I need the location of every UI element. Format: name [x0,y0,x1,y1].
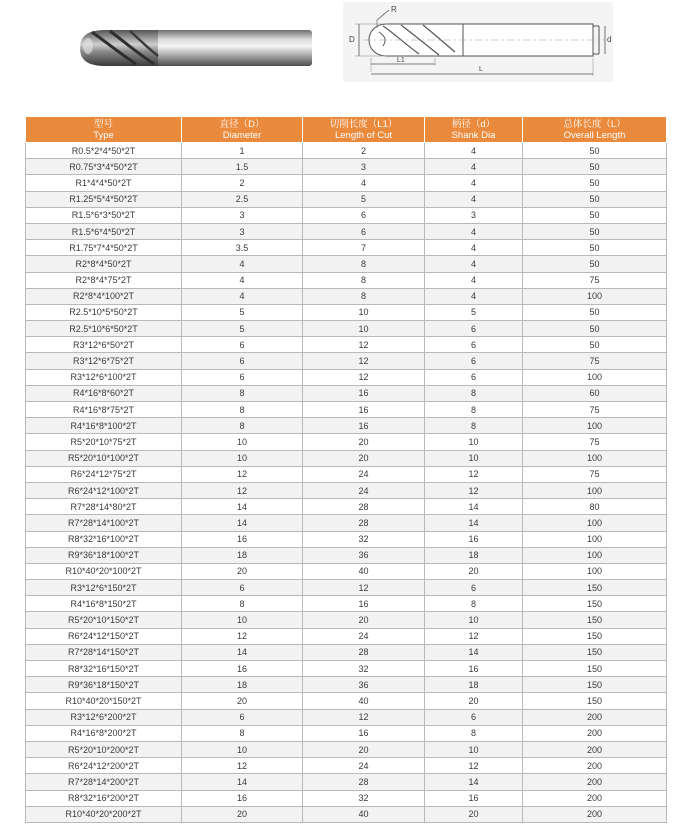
cell-overall-length: 75 [523,353,667,369]
cell-type: R6*24*12*150*2T [26,628,182,644]
cell-shank-dia: 4 [425,256,523,272]
table-row [26,240,667,256]
cell-overall-length: 150 [523,612,667,628]
cell-diameter: 6 [182,709,303,725]
cell-shank-dia: 12 [425,628,523,644]
table-row [26,256,667,272]
cell-length-of-cut: 28 [303,774,425,790]
table-row [26,515,667,531]
cell-type: R1.5*6*4*50*2T [26,223,182,239]
cell-overall-length: 50 [523,256,667,272]
cell-length-of-cut: 36 [303,677,425,693]
cell-overall-length: 50 [523,304,667,320]
cell-type: R5*20*10*75*2T [26,434,182,450]
cell-shank-dia: 20 [425,806,523,822]
cell-overall-length: 100 [523,531,667,547]
cell-shank-dia: 8 [425,418,523,434]
cell-overall-length: 75 [523,466,667,482]
cell-type: R8*32*16*150*2T [26,661,182,677]
cell-diameter: 12 [182,628,303,644]
header-shank-dia [425,117,523,143]
cell-shank-dia: 4 [425,143,523,159]
cell-shank-dia: 14 [425,515,523,531]
cell-type: R1*4*4*50*2T [26,175,182,191]
table-row [26,159,667,175]
cell-shank-dia: 20 [425,693,523,709]
cell-overall-length: 50 [523,143,667,159]
cell-type: R5*20*10*200*2T [26,741,182,757]
cell-type: R4*16*8*75*2T [26,402,182,418]
cell-diameter: 1 [182,143,303,159]
cell-diameter: 3.5 [182,240,303,256]
diameter-label: D [349,35,355,44]
cell-length-of-cut: 24 [303,628,425,644]
cell-diameter: 12 [182,466,303,482]
cell-shank-dia: 6 [425,337,523,353]
table-row [26,612,667,628]
cell-length-of-cut: 40 [303,693,425,709]
cell-type: R4*16*8*60*2T [26,385,182,401]
cell-overall-length: 100 [523,450,667,466]
header-diameter [182,117,303,143]
cell-diameter: 16 [182,661,303,677]
header-cn: 总体长度（L） [563,118,626,130]
cell-shank-dia: 18 [425,677,523,693]
cell-type: R6*24*12*200*2T [26,758,182,774]
cell-type: R2.5*10*5*50*2T [26,304,182,320]
cell-type: R1.5*6*3*50*2T [26,207,182,223]
header-length-of-cut [303,117,425,143]
cell-diameter: 14 [182,774,303,790]
cell-length-of-cut: 24 [303,758,425,774]
cell-shank-dia: 3 [425,207,523,223]
table-row [26,207,667,223]
cell-shank-dia: 6 [425,580,523,596]
table-row [26,385,667,401]
table-row [26,693,667,709]
table-row [26,644,667,660]
cell-diameter: 10 [182,612,303,628]
cell-overall-length: 200 [523,758,667,774]
specification-table [25,116,667,823]
cell-overall-length: 150 [523,644,667,660]
table-body [26,143,667,823]
cell-diameter: 4 [182,272,303,288]
cell-overall-length: 50 [523,337,667,353]
cell-overall-length: 100 [523,547,667,563]
cell-diameter: 16 [182,531,303,547]
cell-shank-dia: 6 [425,709,523,725]
cell-shank-dia: 6 [425,353,523,369]
cell-shank-dia: 4 [425,191,523,207]
cell-length-of-cut: 10 [303,321,425,337]
cell-type: R2*8*4*50*2T [26,256,182,272]
cell-length-of-cut: 12 [303,337,425,353]
cell-length-of-cut: 16 [303,385,425,401]
cell-type: R10*40*20*150*2T [26,693,182,709]
table-row [26,499,667,515]
cell-diameter: 8 [182,596,303,612]
table-header-row [26,117,667,143]
cell-type: R7*28*14*150*2T [26,644,182,660]
table-row [26,434,667,450]
cell-overall-length: 50 [523,321,667,337]
cell-length-of-cut: 5 [303,191,425,207]
cell-shank-dia: 8 [425,596,523,612]
table-row [26,580,667,596]
cell-type: R2*8*4*75*2T [26,272,182,288]
cell-overall-length: 50 [523,223,667,239]
cell-overall-length: 100 [523,418,667,434]
cell-length-of-cut: 20 [303,741,425,757]
cell-overall-length: 75 [523,272,667,288]
cell-shank-dia: 8 [425,402,523,418]
cell-length-of-cut: 16 [303,402,425,418]
cell-diameter: 4 [182,288,303,304]
cell-diameter: 14 [182,499,303,515]
cell-diameter: 5 [182,304,303,320]
cell-type: R3*12*6*150*2T [26,580,182,596]
cell-overall-length: 200 [523,790,667,806]
cell-type: R8*32*16*200*2T [26,790,182,806]
header-en: Diameter [222,129,262,141]
table-row [26,272,667,288]
cell-length-of-cut: 28 [303,515,425,531]
cell-type: R9*36*18*100*2T [26,547,182,563]
cell-type: R7*28*14*80*2T [26,499,182,515]
shank-dia-label: d [607,35,612,44]
radius-label: R [391,5,397,14]
cell-overall-length: 50 [523,191,667,207]
cell-shank-dia: 4 [425,240,523,256]
header-en: Type [93,129,114,141]
cell-type: R4*16*8*200*2T [26,725,182,741]
table-row [26,191,667,207]
cell-diameter: 6 [182,369,303,385]
cell-length-of-cut: 36 [303,547,425,563]
cell-length-of-cut: 28 [303,644,425,660]
cell-length-of-cut: 12 [303,709,425,725]
header-cn: 直径（D） [219,118,265,130]
table-row [26,175,667,191]
table-row [26,223,667,239]
cell-shank-dia: 5 [425,304,523,320]
cell-shank-dia: 6 [425,369,523,385]
cell-type: R0.75*3*4*50*2T [26,159,182,175]
cell-overall-length: 150 [523,693,667,709]
cell-length-of-cut: 24 [303,466,425,482]
cell-length-of-cut: 32 [303,661,425,677]
header-cn: 柄径（d） [451,118,496,130]
cell-type: R6*24*12*75*2T [26,466,182,482]
cell-shank-dia: 4 [425,159,523,175]
cell-type: R3*12*6*75*2T [26,353,182,369]
cell-overall-length: 50 [523,207,667,223]
cell-type: R0.5*2*4*50*2T [26,143,182,159]
cell-length-of-cut: 24 [303,482,425,498]
cell-length-of-cut: 40 [303,563,425,579]
cell-shank-dia: 16 [425,531,523,547]
cell-length-of-cut: 20 [303,450,425,466]
cell-type: R9*36*18*150*2T [26,677,182,693]
table-row [26,661,667,677]
cell-length-of-cut: 28 [303,499,425,515]
cell-overall-length: 200 [523,774,667,790]
cell-diameter: 14 [182,515,303,531]
end-mill-dimension-drawing [343,2,613,82]
cell-overall-length: 150 [523,596,667,612]
table-row [26,725,667,741]
cell-shank-dia: 8 [425,385,523,401]
cell-overall-length: 50 [523,159,667,175]
cut-length-label: L1 [397,57,405,64]
cell-length-of-cut: 10 [303,304,425,320]
cell-length-of-cut: 32 [303,790,425,806]
overall-length-label: L [479,66,483,73]
cell-shank-dia: 18 [425,547,523,563]
cell-length-of-cut: 20 [303,434,425,450]
cell-shank-dia: 12 [425,758,523,774]
table-row [26,288,667,304]
cell-length-of-cut: 4 [303,175,425,191]
table-row [26,709,667,725]
cell-type: R7*28*14*100*2T [26,515,182,531]
cell-type: R4*16*8*100*2T [26,418,182,434]
cell-diameter: 4 [182,256,303,272]
table-row [26,450,667,466]
header-en: Overall Length [563,129,626,141]
end-mill-photo [66,22,314,74]
cell-overall-length: 200 [523,806,667,822]
cell-type: R10*40*20*200*2T [26,806,182,822]
cell-type: R2*8*4*100*2T [26,288,182,304]
cell-shank-dia: 14 [425,644,523,660]
cell-type: R3*12*6*50*2T [26,337,182,353]
cell-overall-length: 150 [523,661,667,677]
table-row [26,337,667,353]
cell-overall-length: 75 [523,402,667,418]
cell-overall-length: 80 [523,499,667,515]
cell-diameter: 10 [182,434,303,450]
cell-diameter: 20 [182,693,303,709]
cell-diameter: 18 [182,677,303,693]
cell-overall-length: 200 [523,741,667,757]
cell-diameter: 2.5 [182,191,303,207]
table-row [26,321,667,337]
cell-length-of-cut: 8 [303,272,425,288]
cell-overall-length: 50 [523,240,667,256]
cell-type: R3*12*6*100*2T [26,369,182,385]
cell-diameter: 10 [182,741,303,757]
table-row [26,563,667,579]
table-row [26,774,667,790]
header-en: Length of Cut [334,129,393,141]
cell-type: R1.75*7*4*50*2T [26,240,182,256]
cell-overall-length: 100 [523,482,667,498]
cell-shank-dia: 4 [425,272,523,288]
cell-length-of-cut: 16 [303,418,425,434]
table-row [26,741,667,757]
cell-overall-length: 60 [523,385,667,401]
table-row [26,628,667,644]
cell-overall-length: 150 [523,677,667,693]
cell-shank-dia: 4 [425,175,523,191]
table-row [26,418,667,434]
cell-type: R5*20*10*100*2T [26,450,182,466]
cell-diameter: 5 [182,321,303,337]
cell-type: R5*20*10*150*2T [26,612,182,628]
header-overall-length [523,117,667,143]
header-cn: 切削长度（L1） [329,118,398,130]
cell-type: R10*40*20*100*2T [26,563,182,579]
cell-diameter: 18 [182,547,303,563]
cell-overall-length: 100 [523,515,667,531]
cell-diameter: 1.5 [182,159,303,175]
cell-shank-dia: 10 [425,612,523,628]
cell-diameter: 8 [182,725,303,741]
cell-diameter: 3 [182,223,303,239]
header-cn: 型号 [93,118,113,130]
table-row [26,482,667,498]
cell-diameter: 2 [182,175,303,191]
cell-type: R6*24*12*100*2T [26,482,182,498]
cell-diameter: 14 [182,644,303,660]
cell-length-of-cut: 40 [303,806,425,822]
table-row [26,304,667,320]
cell-overall-length: 100 [523,369,667,385]
cell-overall-length: 100 [523,563,667,579]
cell-shank-dia: 4 [425,223,523,239]
table-row [26,677,667,693]
cell-diameter: 20 [182,806,303,822]
cell-length-of-cut: 16 [303,725,425,741]
table-row [26,806,667,822]
cell-type: R1.25*5*4*50*2T [26,191,182,207]
cell-shank-dia: 6 [425,321,523,337]
cell-shank-dia: 14 [425,774,523,790]
cell-overall-length: 200 [523,725,667,741]
cell-length-of-cut: 3 [303,159,425,175]
table-row [26,596,667,612]
cell-shank-dia: 10 [425,434,523,450]
cell-length-of-cut: 20 [303,612,425,628]
cell-diameter: 6 [182,337,303,353]
cell-diameter: 3 [182,207,303,223]
cell-overall-length: 150 [523,628,667,644]
header-en: Shank Dia [451,129,496,141]
cell-diameter: 10 [182,450,303,466]
cell-diameter: 16 [182,790,303,806]
table-row [26,466,667,482]
cell-diameter: 8 [182,385,303,401]
cell-shank-dia: 16 [425,661,523,677]
cell-shank-dia: 20 [425,563,523,579]
table-row [26,353,667,369]
cell-length-of-cut: 12 [303,369,425,385]
cell-type: R8*32*16*100*2T [26,531,182,547]
cell-shank-dia: 16 [425,790,523,806]
cell-diameter: 12 [182,758,303,774]
cell-diameter: 6 [182,580,303,596]
cell-shank-dia: 8 [425,725,523,741]
cell-length-of-cut: 12 [303,353,425,369]
cell-type: R4*16*8*150*2T [26,596,182,612]
cell-overall-length: 200 [523,709,667,725]
cell-diameter: 6 [182,353,303,369]
cell-diameter: 12 [182,482,303,498]
cell-shank-dia: 14 [425,499,523,515]
table-row [26,547,667,563]
cell-length-of-cut: 8 [303,256,425,272]
table-row [26,790,667,806]
table-row [26,369,667,385]
cell-shank-dia: 10 [425,450,523,466]
cell-type: R3*12*6*200*2T [26,709,182,725]
cell-length-of-cut: 7 [303,240,425,256]
cell-shank-dia: 12 [425,482,523,498]
table-row [26,402,667,418]
cell-overall-length: 50 [523,175,667,191]
cell-length-of-cut: 16 [303,596,425,612]
cell-length-of-cut: 2 [303,143,425,159]
cell-length-of-cut: 6 [303,207,425,223]
table-row [26,531,667,547]
cell-overall-length: 100 [523,288,667,304]
cell-length-of-cut: 32 [303,531,425,547]
header-type [26,117,182,143]
cell-diameter: 8 [182,418,303,434]
cell-shank-dia: 4 [425,288,523,304]
table-row [26,758,667,774]
cell-length-of-cut: 6 [303,223,425,239]
cell-overall-length: 150 [523,580,667,596]
cell-diameter: 20 [182,563,303,579]
cell-overall-length: 75 [523,434,667,450]
table-row [26,143,667,159]
cell-length-of-cut: 8 [303,288,425,304]
cell-shank-dia: 12 [425,466,523,482]
cell-type: R7*28*14*200*2T [26,774,182,790]
cell-length-of-cut: 12 [303,580,425,596]
cell-type: R2.5*10*6*50*2T [26,321,182,337]
cell-shank-dia: 10 [425,741,523,757]
cell-diameter: 8 [182,402,303,418]
